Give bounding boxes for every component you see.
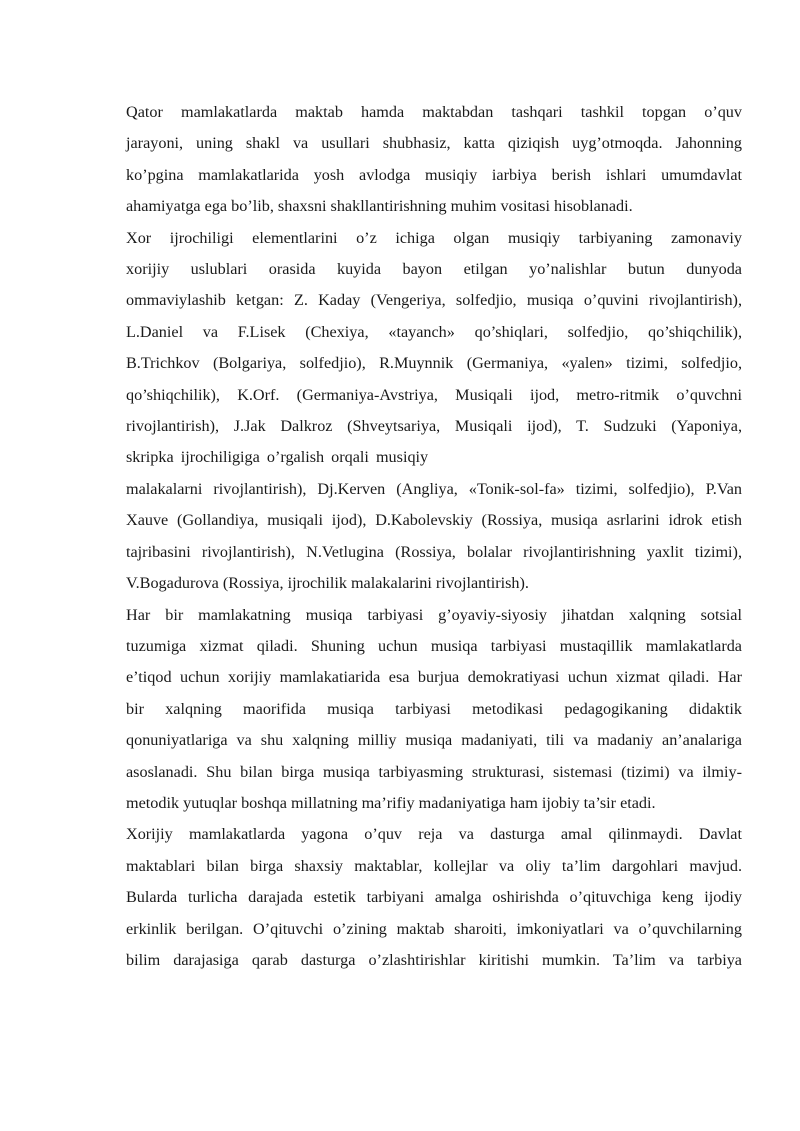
text-line: metodik yutuqlar boshqa millatning ma’rifiy madaniyatiga ham ijobiy ta’sir etadi. [126, 793, 656, 812]
text-line: B.Trichkov (Bolgariya, solfedjio), R.Muynnik (Germaniya, «yalen» tizimi, solfedjio, [126, 354, 742, 373]
text-line: L.Daniel va F.Lisek (Chexiya, «tayanch» qo’shiqlari, solfedjio, qo’shiqchilik), [126, 322, 742, 341]
text-line: Qator mamlakatlarda maktab hamda maktabdan tashqari tashkil topgan o’quv [126, 103, 742, 121]
text-line: qonuniyatlariga va shu xalqning milliy musiqa madaniyati, tili va madaniy an’analariga [126, 731, 742, 750]
text-line: maktablari bilan birga shaxsiy maktablar, kollejlar va oliy ta’lim dargohlari mavjud. [126, 856, 742, 875]
text-line: bir xalqning maorifida musiqa tarbiyasi metodikasi pedagogikaning didaktik [126, 699, 742, 718]
text-line: qo’shiqchilik), K.Orf. (Germaniya-Avstriya, Musiqali ijod, metro-ritmik o’quvchni [126, 385, 742, 404]
text-line: malakalarni rivojlantirish), Dj.Kerven (Angliya, «Tonik-sol-fa» tizimi, solfedjio), P.Van [126, 479, 742, 498]
paragraph-4 [78, 819, 742, 976]
text-line: jarayoni, uning shakl va usullari shubhasiz, katta qiziqish uyg’otmoqda. Jahonning [126, 134, 742, 153]
text-line: Xorijiy mamlakatlarda yagona o’quv reja va dasturga amal qilinmaydi. Davlat [126, 825, 742, 844]
text-line: xorijiy uslublari orasida kuyida bayon etilgan yo’nalishlar butun dunyoda [126, 260, 742, 279]
text-line: ko’pgina mamlakatlarida yosh avlodga musiqiy iarbiya berish ishlari umumdavlat [126, 165, 742, 184]
text-line: rivojlantirish), J.Jak Dalkroz (Shveytsariya, Musiqali ijod), T. Sudzuki (Yaponiya, [126, 417, 742, 436]
text-line: ahamiyatga ega bo’lib, shaxsni shakllantirishning muhim vositasi hisoblanadi. [126, 197, 633, 216]
paragraph-2 [78, 223, 742, 600]
text-line: Xor ijrochiligi elementlarini o’z ichiga olgan musiqiy tarbiyaning zamonaviy [126, 228, 742, 247]
paragraph-1 [78, 97, 742, 223]
paragraph-3 [78, 600, 742, 820]
text-line: asoslanadi. Shu bilan birga musiqa tarbiyasming strukturasi, sistemasi (tizimi) va ilmiy- [126, 762, 742, 781]
text-line: tuzumiga xizmat qiladi. Shuning uchun musiqa tarbiyasi mustaqillik mamlakatlarda [126, 636, 742, 655]
text-line: tajribasini rivojlantirish), N.Vetlugina (Rossiya, bolalar rivojlantirishning yaxlit tizimi), [126, 542, 742, 561]
text-line: Xauve (Gollandiya, musiqali ijod), D.Kabolevskiy (Rossiya, musiqa asrlarini idrok etish [126, 511, 742, 530]
text-line: e’tiqod uchun xorijiy mamlakatiarida esa burjua demokratiyasi uchun xizmat qiladi. Har [126, 668, 742, 687]
text-line: erkinlik berilgan. O’qituvchi o’zining maktab sharoiti, imkoniyatlari va o’quvchilarning [126, 919, 742, 938]
text-line: bilim darajasiga qarab dasturga o’zlashtirishlar kiritishi mumkin. Ta’lim va tarbiya [126, 950, 742, 969]
text-line: V.Bogadurova (Rossiya, ijrochilik malakalarini rivojlantirish). [126, 574, 529, 593]
text-line: Har bir mamlakatning musiqa tarbiyasi g’oyaviy-siyosiy jihatdan xalqning sotsial [126, 605, 742, 624]
text-line: ommaviylashib ketgan: Z. Kaday (Vengeriya, solfedjio, musiqa o’quvini rivojlantirish), [126, 291, 742, 310]
document-page [78, 97, 742, 976]
text-line: Bularda turlicha darajada estetik tarbiyani amalga oshirishda o’qituvchiga keng ijodiy [126, 888, 742, 907]
text-line: skripka ijrochiligiga o’rgalish orqali musiqiy [126, 448, 429, 467]
